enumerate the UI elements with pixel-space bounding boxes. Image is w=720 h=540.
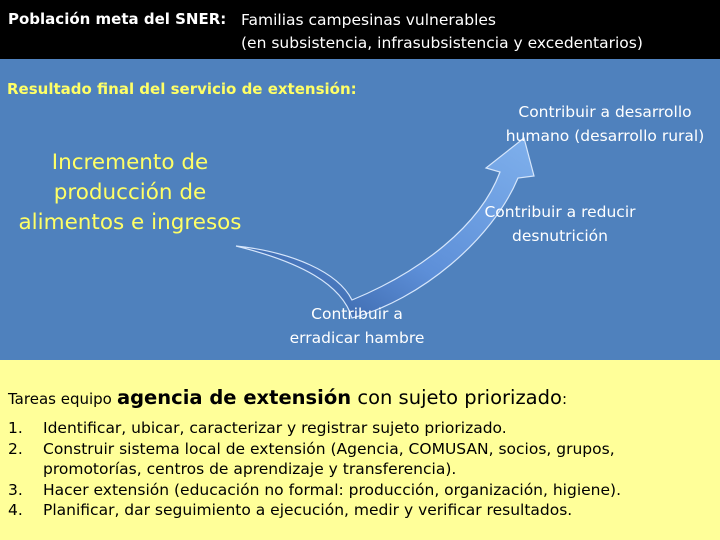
task-number: 4. [8,501,23,519]
list-item [8,439,708,480]
contribution-human-development [490,100,720,148]
task-text: Identificar, ubicar, caracterizar y registrar sujeto priorizado. [43,419,507,437]
task-number: 2. [8,439,23,458]
contribution-line: erradicar hambre [289,329,425,347]
result-label: Resultado final del servicio de extensión: [7,80,357,98]
tasks-title-emphasis [117,386,562,409]
list-item [8,500,708,521]
target-population-line: (en subsistencia, infrasubsistencia y excedentarios) [241,34,643,52]
tasks-title-suffix: : [561,390,567,408]
task-number: 1. [8,419,23,437]
target-population-label: Población meta del SNER: [8,10,227,28]
contribution-hunger [272,302,442,350]
target-population-line: Familias campesinas vulnerables [241,11,497,29]
tasks-title [8,386,567,409]
contribution-line: Contribuir a desarrollo [518,103,692,121]
contribution-line: Contribuir a reducir [484,203,636,221]
main-outcome-line: Incremento de [51,150,209,175]
main-outcome-line: alimentos e ingresos [18,210,242,235]
tasks-title-prefix: Tareas equipo [8,390,112,408]
contribution-line: Contribuir a [311,305,403,323]
task-text: Planificar, dar seguimiento a ejecución, medir y verificar resultados. [43,501,573,519]
task-text: promotorías, centros de aprendizaje y transferencia). [43,460,457,478]
contribution-malnutrition [470,200,650,248]
main-outcome-line: producción de [53,180,207,205]
task-text: Hacer extensión (educación no formal: producción, organización, higiene). [43,480,622,499]
tasks-title-emph: agencia de extensión [116,386,352,409]
task-number: 3. [8,480,23,499]
tasks-panel [0,360,720,540]
list-item [8,480,708,501]
contribution-line: desnutrición [512,227,608,245]
list-item [8,418,708,439]
task-list [8,418,708,521]
contribution-line: humano (desarrollo rural) [505,127,705,145]
tasks-title-rest: con sujeto priorizado [357,386,562,409]
task-text: Construir sistema local de extensión (Agencia, COMUSAN, socios, grupos, [43,439,615,458]
main-outcome [0,148,260,238]
